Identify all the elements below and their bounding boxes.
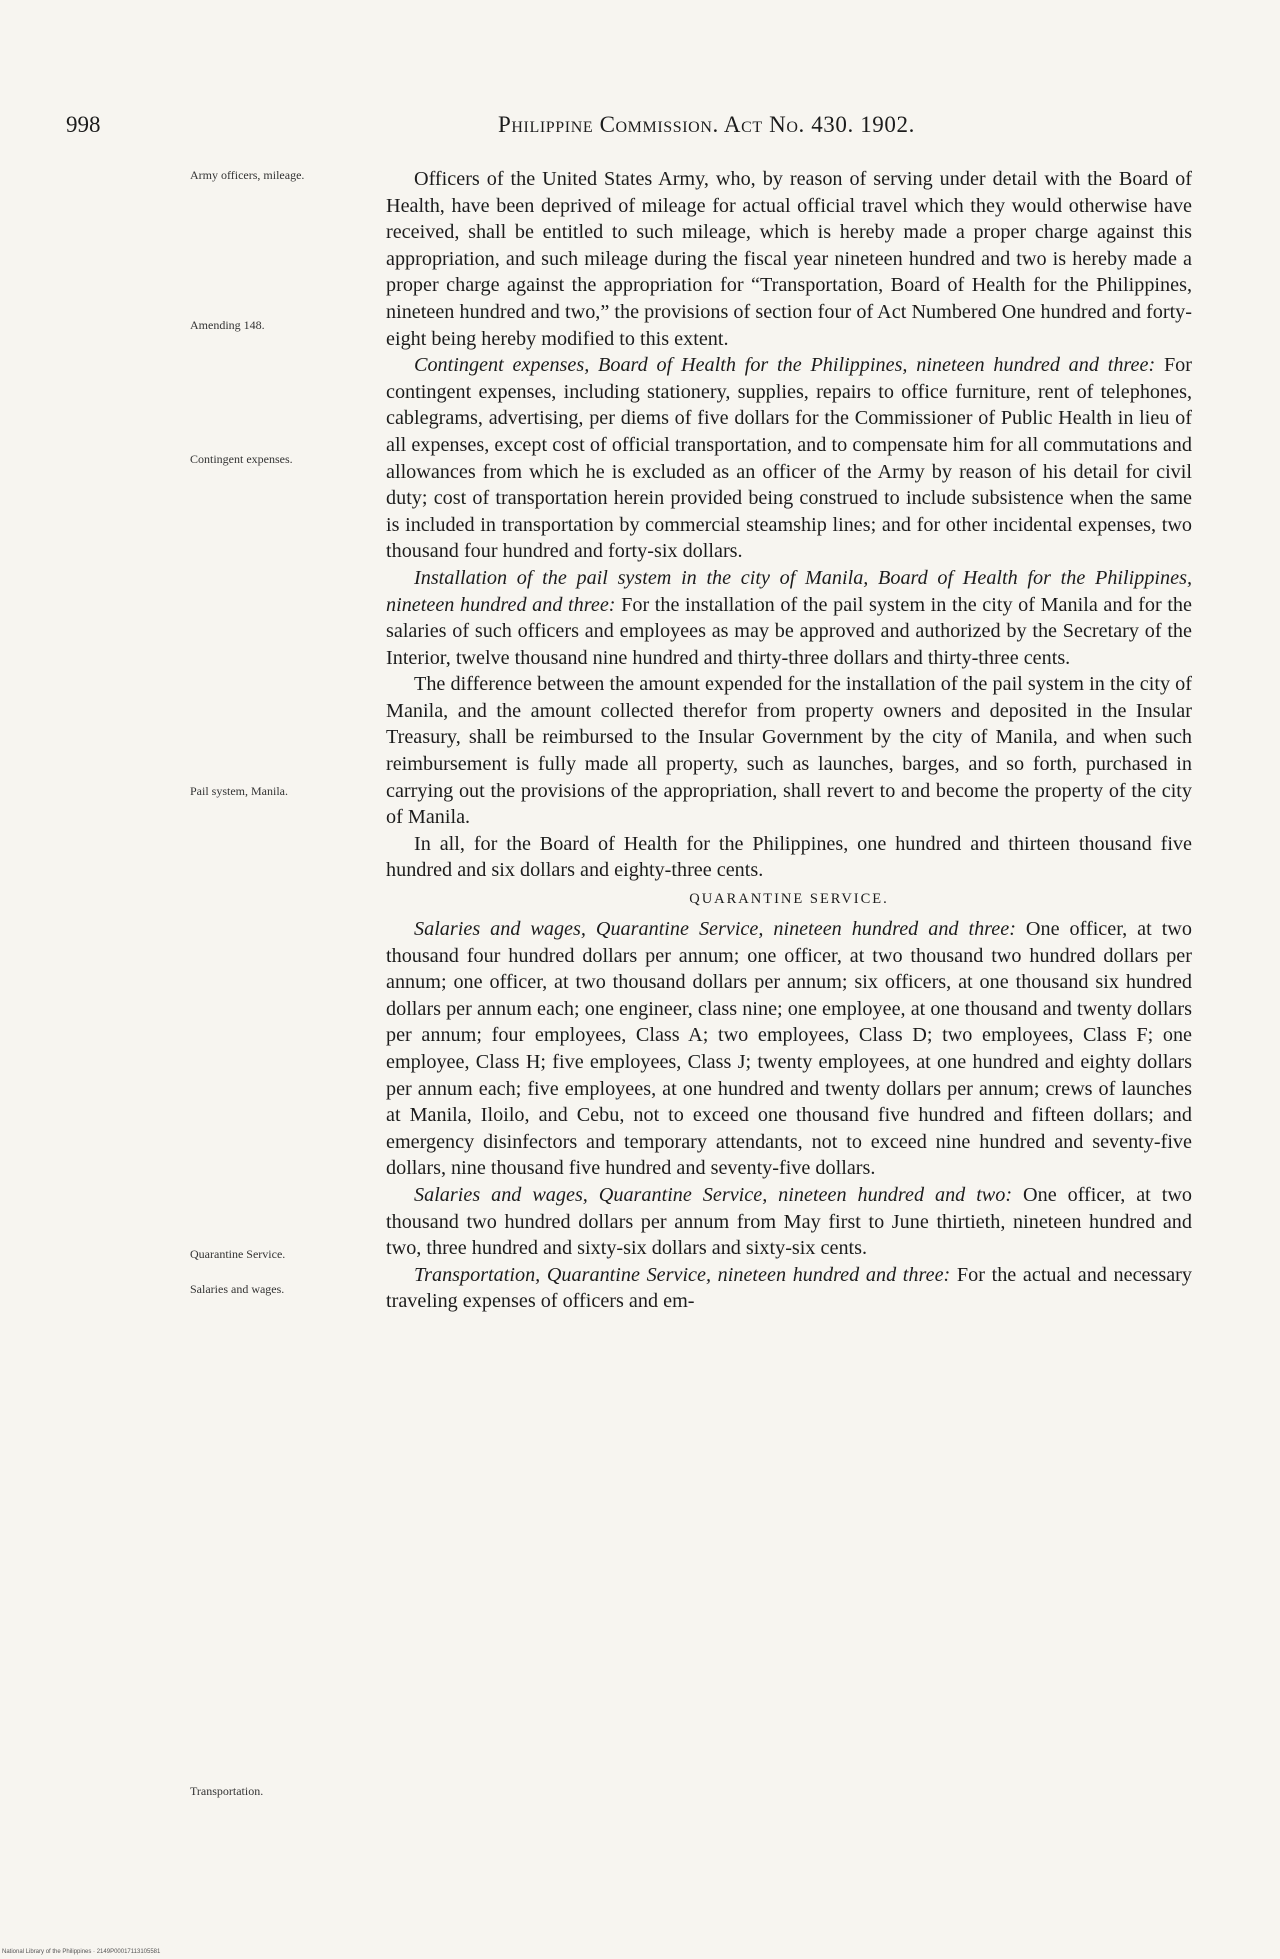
paragraph-pail-system-lead: Installation of the pail system in the city of Manila, Board of Health for the Philippines, nineteen hundred and three: [386,566,1192,616]
page-number: 998 [66,112,101,137]
paragraph-pail-system-text: For the installation of the pail system in the city of Manila and for the salaries of such officers and employees as may be approved and authorized by the Secretary of the Interior, twelve thousand nine hundred and thirty-three dollars and thirty-three cents. [386,593,1192,669]
paragraph-salaries-1903-lead: Salaries and wages, Quarantine Service, nineteen hundred and three: [414,918,1016,941]
paragraph-salaries-1902-text: One officer, at two thousand two hundred dollars per annum from May first to June thirtieth, nineteen hundred and two, three hundred and sixty-six dollars and sixty-six cents. [386,1183,1192,1260]
paragraph-contingent [386,352,1192,565]
paragraph-salaries-1903 [386,916,1192,1182]
section-heading: QUARANTINE SERVICE. [689,891,889,908]
paragraph-transportation [386,1262,1192,1315]
paragraph-transportation-lead: Transportation, Quarantine Service, nineteen hundred and three: [414,1263,951,1286]
body-text [386,166,1192,1315]
sidenote-transportation: Transportation. [190,1784,264,1798]
paragraph-salaries-1902-lead: Salaries and wages, Quarantine Service, nineteen hundred and two: [414,1183,1013,1206]
sidenote-army-mileage: Army officers, mileage. [190,168,305,182]
page-header [66,112,1086,146]
sidenote-quarantine: Quarantine Service. [190,1247,286,1261]
paragraph-total: In all, for the Board of Health for the Philippines, one hundred and thirteen thousand five hundred and six dollars and eighty-three cents. [386,832,1192,882]
sidenote-pail-system: Pail system, Manila. [190,784,288,798]
sidenote-salaries: Salaries and wages. [190,1282,285,1296]
paragraph-transportation-text: For the actual and necessary traveling expenses of officers and em- [386,1263,1192,1313]
sidenote-amending: Amending 148. [190,318,265,332]
paragraph-army-mileage: Officers of the United States Army, who, by reason of serving under detail with the Board of Health, have been deprived of mileage for actual official travel which they would otherwise have received, shall be entitled to such mileage, which is hereby made a proper charge against this appropriation, and such mileage during the fiscal year nineteen hundred and two is hereby made a proper charge against the appropriation for “Transportation, Board of Health for the Philippines, nineteen hundred and two,” the provisions of section four of Act Numbered One hundred and forty-eight being hereby modified to this extent. [386,168,1192,350]
paragraph-contingent-text: For contingent expenses, including stationery, supplies, repairs to office furniture, rent of telephones, cablegrams, advertising, per diems of five dollars for the Commissioner of Public Health in lieu of all expenses, except cost of official transportation, and to compensate him for all commutations and allowances from which he is excluded as an officer of the Army by reason of his detail for civil duty; cost of transportation herein provided being construed to include subsistence when the same is included in transportation by commercial steamship lines; and for other incidental expenses, two thousand four hundred and forty-six dollars. [386,354,1192,563]
source-footer-note: National Library of the Philippines · 2149P00017113105581 [2,1949,161,1955]
paragraph-reimbursement: The difference between the amount expended for the installation of the pail system in the city of Manila, and the amount collected therefor from property owners and deposited in the Insular Treasury, shall be reimbursed to the Insular Government by the city of Manila, and when such reimbursement is fully made all property, such as launches, barges, and so forth, purchased in carrying out the provisions of the appropriation, shall revert to and become the property of the city of Manila. [386,673,1192,829]
paragraph-salaries-1902 [386,1182,1192,1262]
paragraph-contingent-lead: Contingent expenses, Board of Health for the Philippines, nineteen hundred and three: [414,354,1156,377]
paragraph-salaries-1903-text: One officer, at two thousand four hundred dollars per annum; one officer, at two thousand two hundred dollars per annum; one officer, at two thousand dollars per annum; six officers, at one thousand six hundred dollars per annum each; one engineer, class nine; one employee, at one thousand and twenty dollars per annum; four employees, Class A; two employees, Class D; two employees, Class F; one employee, Class H; five employees, Class J; twenty employees, at one hundred and eighty dollars per annum each; five employees, at one hundred and twenty dollars per annum; crews of launches at Manila, Iloilo, and Cebu, not to exceed one thousand five hundred and fifteen dollars; and emergency disinfectors and temporary attendants, not to exceed nine hundred and seventy-five dollars, nine thousand five hundred and seventy-five dollars. [386,918,1192,1180]
paragraph-pail-system [386,565,1192,671]
sidenote-contingent: Contingent expenses. [190,452,293,466]
running-title: Philippine Commission. Act No. 430. 1902. [498,112,915,137]
